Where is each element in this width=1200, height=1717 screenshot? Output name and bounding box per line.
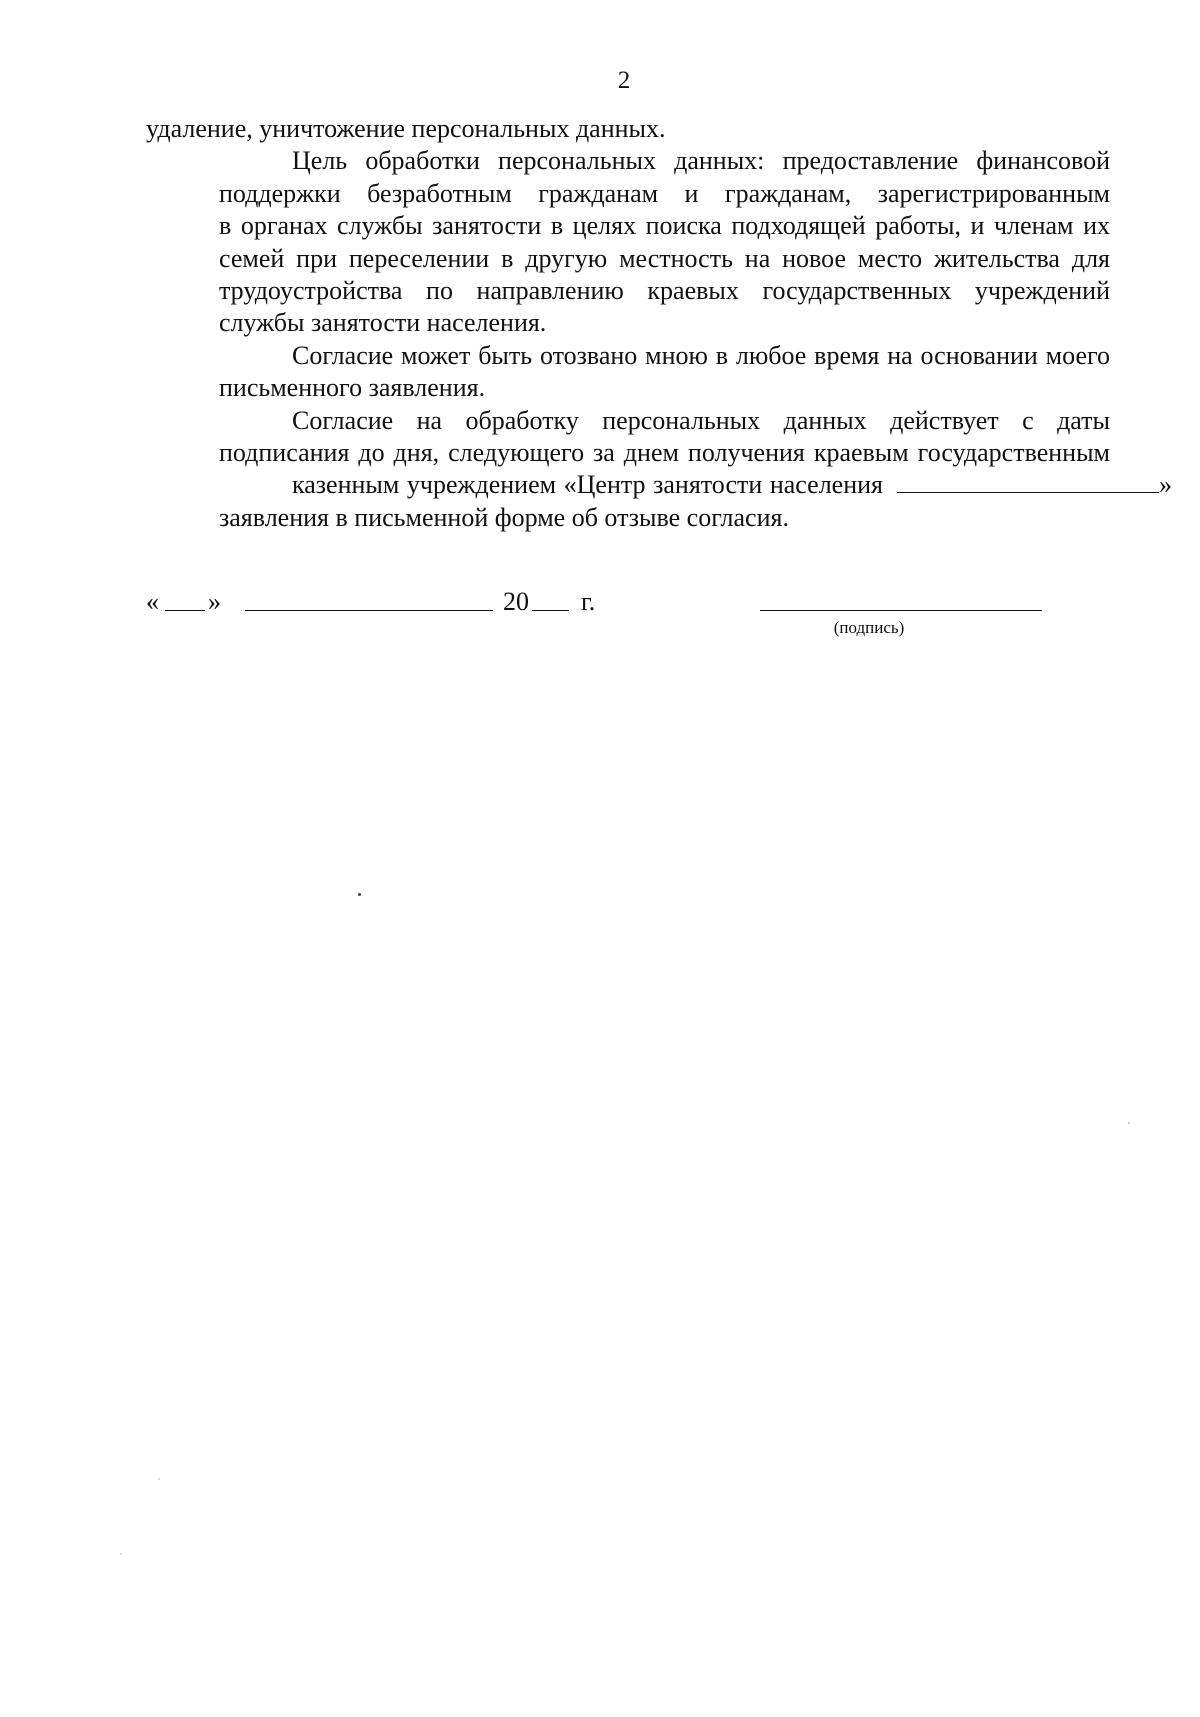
year-prefix: 20 — [503, 587, 529, 616]
text-line: службы занятости населения. — [219, 308, 547, 338]
text-line: трудоустройства по направлению краевых государственных учреждений — [219, 276, 1110, 306]
closing-quote: » — [1159, 470, 1172, 500]
center-name-blank — [897, 472, 1159, 493]
signature-caption: (подпись) — [833, 618, 905, 637]
text-line: заявления в письменной форме об отзыве согласия. — [219, 502, 789, 532]
text-line: Согласие на обработку персональных данных действует с даты — [292, 405, 1110, 435]
text-line: подписания до дня, следующего за днем получения краевым государственным — [219, 438, 1110, 468]
scan-speck — [1128, 1122, 1130, 1124]
text-line: письменного заявления. — [219, 373, 486, 403]
text-line: Согласие может быть отозвано мною в любое время на основании моего — [292, 340, 1110, 370]
text-line: Цель обработки персональных данных: предоставление финансовой — [292, 146, 1110, 176]
scan-speck — [358, 893, 361, 896]
text-line-with-blank — [146, 469, 1172, 501]
scan-speck — [158, 1478, 160, 1480]
page-number: 2 — [617, 67, 631, 94]
paragraph-purpose — [146, 145, 1110, 339]
date-open-quote: « — [146, 587, 159, 616]
date-close-quote: » — [208, 587, 221, 616]
year-suffix: г. — [581, 587, 596, 616]
month-blank — [245, 610, 493, 611]
paragraph-validity — [146, 405, 1172, 535]
paragraph-continuation — [146, 113, 1110, 145]
text-line: семей при переселении в другую местность на новое место жительства для — [219, 243, 1110, 273]
scan-speck — [120, 1553, 122, 1555]
text-line: поддержки безработным гражданам и гражданам, зарегистрированным — [219, 178, 1110, 208]
day-blank — [165, 610, 205, 611]
year-blank — [532, 610, 569, 611]
text-line: казенным учреждением «Центр занятости населения — [292, 470, 883, 500]
paragraph-revocation — [146, 340, 1110, 405]
document-body — [146, 113, 1172, 534]
text-line: в органах службы занятости в целях поиска подходящей работы, и членам их — [219, 211, 1110, 241]
text-line: удаление, уничтожение персональных данных. — [146, 114, 666, 143]
signature-line — [760, 610, 1042, 611]
